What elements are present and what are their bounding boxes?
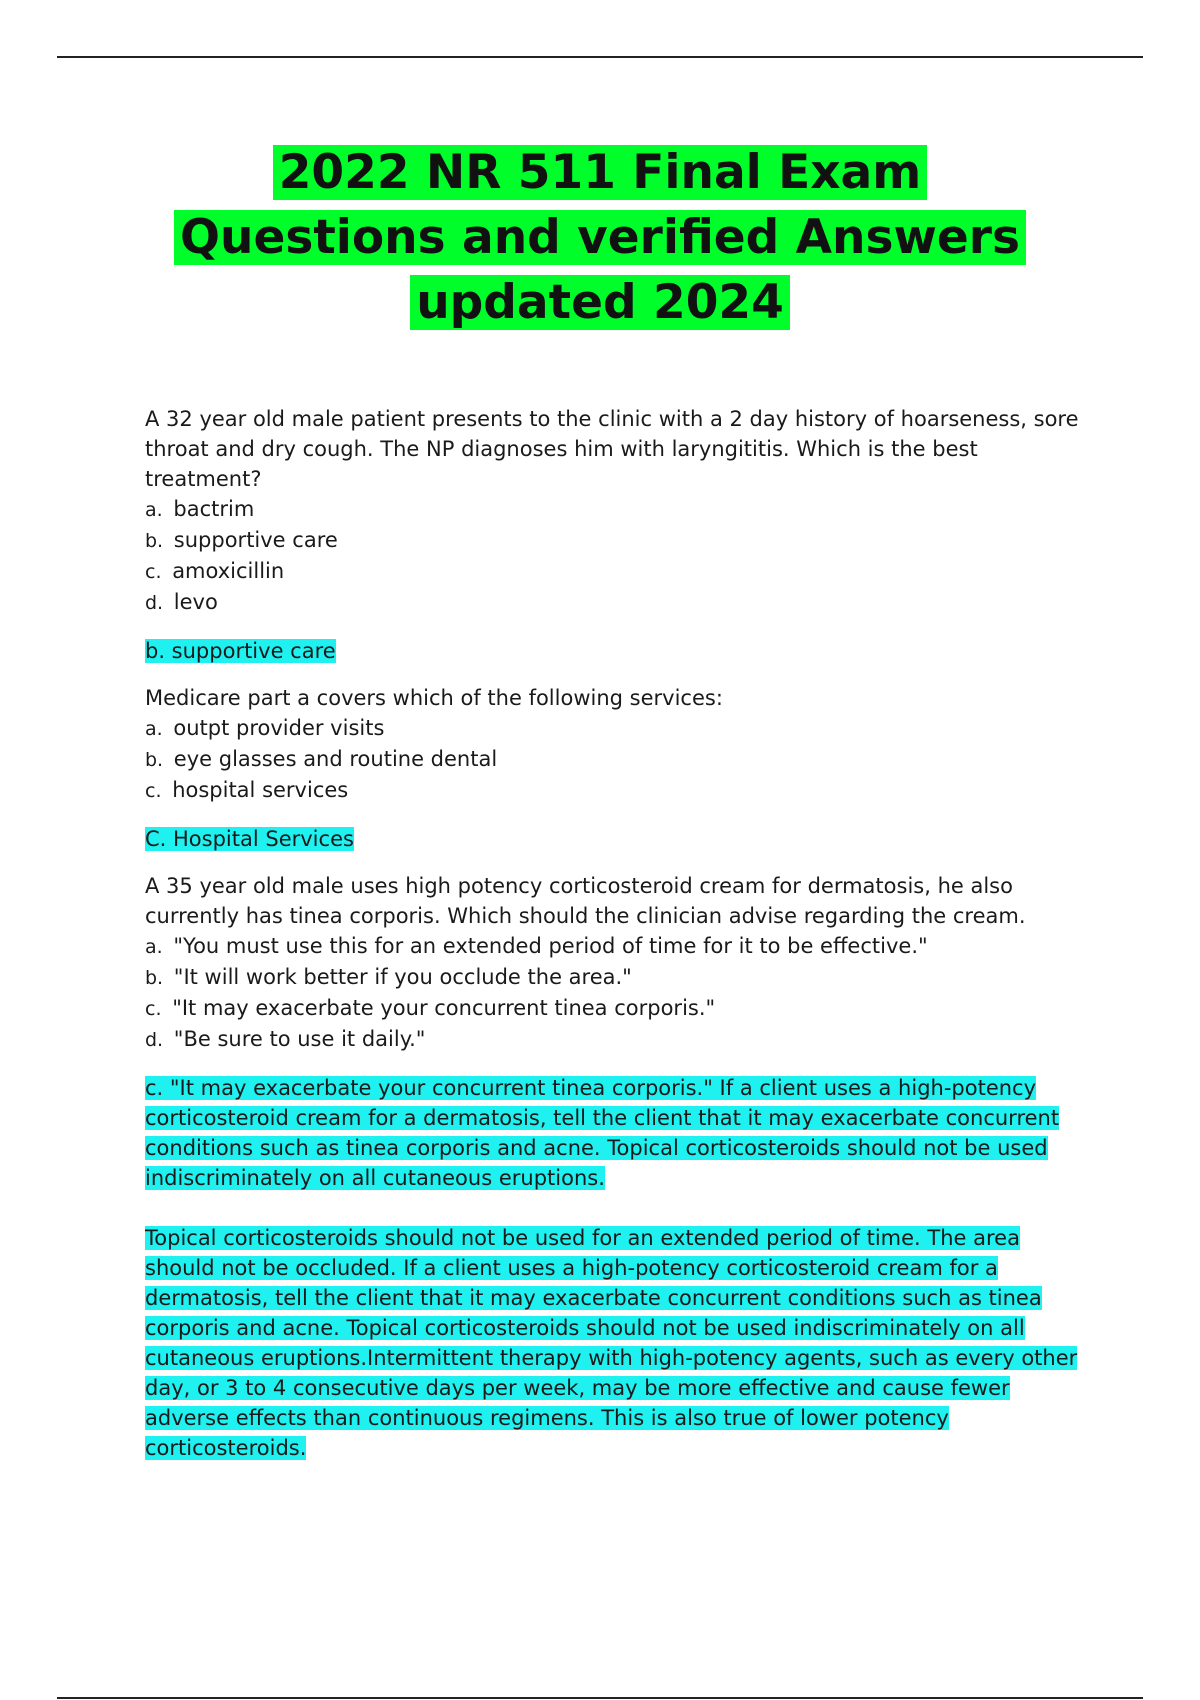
option-d: d. "Be sure to use it daily." [145, 1027, 426, 1051]
answer: b. supportive care [145, 639, 336, 663]
question-3 [145, 871, 1085, 1463]
option-c: c. amoxicillin [145, 559, 285, 583]
question-text: A 32 year old male patient presents to the clinic with a 2 day history of hoarseness, sore throat and dry cough. The NP diagnoses him with laryngititis. Which is the best treatment? [145, 407, 1079, 491]
question-text: A 35 year old male uses high potency corticosteroid cream for dermatosis, he also currently has tinea corporis. Which should the clinician advise regarding the cream. [145, 874, 1026, 928]
option-b: b. "It will work better if you occlude the area." [145, 965, 632, 989]
top-rule [57, 56, 1143, 58]
bottom-rule [57, 1697, 1143, 1699]
option-d: d. levo [145, 590, 218, 614]
document-body [145, 404, 1085, 1480]
document-title [0, 140, 1200, 335]
answer: c. "It may exacerbate your concurrent tinea corporis." If a client uses a high-potency corticosteroid cream for a dermatosis, tell the client that it may exacerbate concurrent conditions such as tinea corporis and acne. Topical corticosteroids should not be used indiscriminately on all cutaneous eruptions. [145, 1076, 1060, 1190]
option-a: a. "You must use this for an extended period of time for it to be effective." [145, 934, 928, 958]
option-a: a. bactrim [145, 497, 255, 521]
title-line-1: 2022 NR 511 Final Exam [273, 145, 928, 200]
option-c: c. hospital services [145, 778, 349, 802]
option-a: a. outpt provider visits [145, 716, 385, 740]
answer-explanation: Topical corticosteroids should not be used for an extended period of time. The area should not be occluded. If a client uses a high-potency corticosteroid cream for a dermatosis, tell the client that it may exacerbate concurrent conditions such as tinea corporis and acne. Topical corticosteroids should not be used indiscriminately on all cutaneous eruptions.Intermittent therapy with high-potency agents, such as every other day, or 3 to 4 consecutive days per week, may be more effective and cause fewer adverse effects than continuous regimens. This is also true of lower potency corticosteroids. [145, 1226, 1078, 1460]
question-1 [145, 404, 1085, 666]
question-2 [145, 683, 1085, 854]
option-b: b. eye glasses and routine dental [145, 747, 498, 771]
title-line-2: Questions and verified Answers [174, 210, 1026, 265]
question-text: Medicare part a covers which of the following services: [145, 686, 723, 710]
title-line-3: updated 2024 [410, 275, 790, 330]
answer: C. Hospital Services [145, 827, 354, 851]
option-c: c. "It may exacerbate your concurrent tinea corporis." [145, 996, 716, 1020]
option-b: b. supportive care [145, 528, 338, 552]
